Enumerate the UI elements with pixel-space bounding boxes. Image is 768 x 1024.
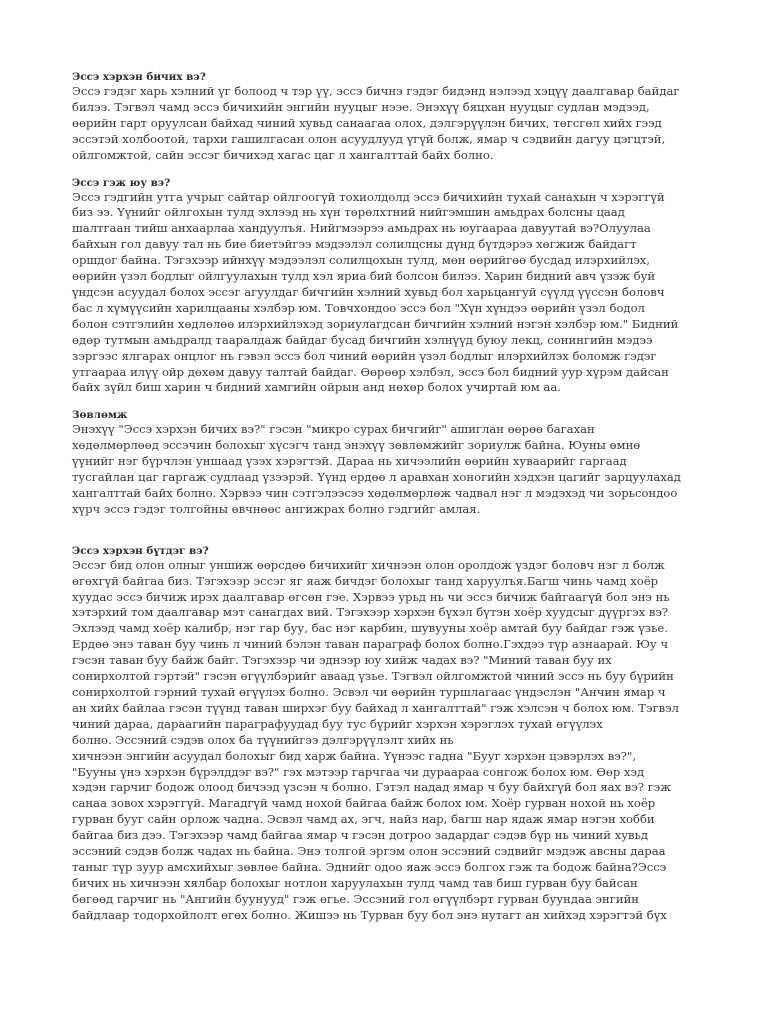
section-advice xyxy=(72,408,704,517)
section-what-is-essay xyxy=(72,176,704,397)
section-body: Эссэг бид олон олныг уншиж өөрсдөө бичихийг хичнээн олон оролдож үздэг боловч нэг л болж өгөхгүй байгаа биз. Тэгэхээр эссэг яг яаж бичдэг болохыг танд харуулъя.Багш чинь чамд хоёр хуудас эссэ бичиж ирэх даалгавар өгсөн гэе. Хэрвээ урьд нь чи эссэ бичиж байгаагүй бол энэ нь хэтэрхий том даалгавар мэт санагдах вий. Тэгэхээр хэрхэн бүхэл бүтэн хоёр хуудсыг дүүргэх вэ? Эхлээд чамд хоёр калибр, нэг гар буу, бас нэг карбин, шувууны хоёр амтай буу байдаг гэж үзье. Ердөө энэ таван буу чинь л чиний бэлэн таван параграф болох болно.Гэхдээ түр азнаарай. Юу ч гэсэн таван буу байж байг. Тэгэхээр чи эднээр юу хийж чадах вэ? "Миний таван буу их сонирхолтой гэртэй" гэсэн өгүүлбэрийг аваад үзье. Тэгвэл ойлгомжтой чиний эссэ нь буу бүрийн сонирхолтой гэрний тухай өгүүлэх болно. Эсвэл чи өөрийн туршлагаас үндэслэн "Анчин ямар ч ан хийх байлаа гэсэн түүнд таван ширхэг буу байхад л хангалттай" гэж хэлсэн ч болох юм. Тэгвэл чиний дараа, дараагийн параграфуудад буу тус бүрийг хэрхэн хэрэглэх тухай өгүүлэх болно. Эссэний сэдэв олох ба түүнийгээ дэлгэрүүлэлт хийх нь хичнээн энгийн асуудал болохыг бид харж байна. Үүнээс гадна "Бууг хэрхэн цэвэрлэх вэ?", "Бууны үнэ хэрхэн бүрэлддэг вэ?" гэх мэтээр гарчгаа чи дураараа сонгож болох юм. Өөр хэд хэдэн гарчиг бодож олоод бичээд үзсэн ч болно. Гэтэл надад ямар ч буу байхгүй бол яах вэ? гэж санаа зовох хэрэггүй. Магадгүй чамд нохой байгаа байж болох юм. Хоёр гурван нохой нь хоёр гурван бууг сайн орлож чадна. Эсвэл чамд ах, эгч, найз нар, багш нар ядаж ямар нэгэн хобби байгаа биз дээ. Тэгэхээр чамд байгаа ямар ч гэсэн дотроо задардаг сэдэв бүр нь чиний хувьд эссэний сэдэв болж чадах нь байна. Энэ толгой эргэм олон эссэний сэдвийг мэдэж авсны дараа таныг түр зуур амсхийхыг зөвлөе байна. Эднийг одоо яаж эссэ болгох гэж та бодож байна?Эссэ бичих нь хичнээн хялбар болохыг нотлон харуулахын тулд чамд тав биш гурван буу байсан бөгөөд гарчиг нь "Ангийн буунууд" гэж өгье. Эссэний гол өгүүлбэрт гурван буундаа энгийн байдлаар тодорхойлолт өгөх болно. Жишээ нь Турван буу бол энэ нутагт ан хийхэд хэрэгтэй бүх xyxy=(72,557,679,922)
section-heading: Эссэ гэж юу вэ? xyxy=(72,176,171,189)
section-body: Эссэ гэдгийн утга учрыг сайтар ойлгоогүй тохиолдолд эссэ бичихийн тухай санахын ч хэрэггүй биз ээ. Үүнийг ойлгохын тулд эхлээд нь хүн төрөлхтний нийгэмшин амьдрах болсны цаад шалтгаан тийш анхаарлаа хандуулъя. Нийгмээрээ амьдрах нь юугаараа давуутай вэ?Олуулаа байхын гол давуу тал нь бие биетэйгээ мэдээлэл солилцсны дүнд бүтдэрээ хөгжиж байдагт оршдог байна. Тэгэхээр ийнхүү мэдээлэл солилцохын тулд, мөн өөрийгөө бусдад илэрхийлэх, өөрийн үзэл бодлыг ойлгуулахын тулд хэл яриа бий болсон билээ. Харин бидний авч үзэж буй үндсэн асуудал болох эссэг агуулдаг бичгийн хэлний хувьд бол харьцангуй сүүлд үүссэн боловч бас л хүмүүсийн харилцааны хэлбэр юм. Товчхондоо эссэ бол "Хүн хүндээ өөрийн үзэл бодол болон сэтгэлийн хөдлөлөө илэрхийлэхэд зориулагдсан бичгийн хэлний нэгэн хэлбэр юм." Бидний өдөр тутмын амьдралд тааралдаж байдаг бусад бичгийн хэлнүүд буюу лекц, сонингийн мэдээ зэргээс ялгарах онцлог нь гэвэл эссэ бол чиний өөрийн үзэл бодлыг илэрхийлэх боломж гэдэг утгаараа илүү ойр дөхөм давуу талтай байдаг. Өөрөөр хэлбэл, эссэ бол бидний уур хүрэм дайсан байх зүйл биш харин ч бидний хамгийн ойрын анд нөхөр болох учиртай юм аа. xyxy=(72,189,679,395)
section-heading: Зөвлөмж xyxy=(72,409,128,422)
section-body: Эссэ гэдэг харь хэлний үг болоод ч тэр үү, эссэ бичнэ гэдэг бидэнд нэлээд хэцүү даалгавар байдаг билээ. Тэгвэл чамд эссэ бичихийн энгийн нууцыг нээе. Энэхүү бяцхан нууцыг судлан мэдээд, өөрийн гарт оруулсан байхад чиний хувьд санаагаа олох, дэлгэрүүлэн бичих, төгсгөл хийх гээд эссэтэй холбоотой, тархи гашилгасан олон асуудлууд үгүй болж, ямар ч сэдвийн дагуу цэгцтэй, ойлгомжтой, сайн эссэг бичихэд хагас цаг л хангалттай байх болно. xyxy=(72,84,680,162)
document-page xyxy=(72,70,704,924)
section-structure xyxy=(72,544,704,924)
section-how-to-write xyxy=(72,70,704,164)
section-body: Энэхүү "Эссэ хэрхэн бичих вэ?" гэсэн "микро сурах бичгийг" ашиглан өөрөө багахан хөдөлмөрлөөд эссэчин болохыг хүсэгч танд энэхүү зөвлөмжийг зориулж байна. Юуны өмнө үүнийг нэг бүрчлэн уншаад үзэх хэрэгтэй. Дараа нь хичээлийн өөрийн хуваарийг гаргаад тусгайлан цаг гаргаж судлаад үзээрэй. Үүнд ердөө л аравхан хоногийн хэдхэн цагийг зарцуулахад хангалттай байх болно. Хэрвээ чин сэтгэлээсээ хөдөлмөрлөж чадвал нэг л мэдэхэд чи зорьсондоо хүрч эссэ гэдэг толгойны өвчнөөс ангижрах болно гэдгийг амлая. xyxy=(72,422,681,516)
section-heading: Эссэ хэрхэн бүтдэг вэ? xyxy=(72,544,209,557)
section-heading: Эссэ хэрхэн бичих вэ? xyxy=(72,71,206,83)
